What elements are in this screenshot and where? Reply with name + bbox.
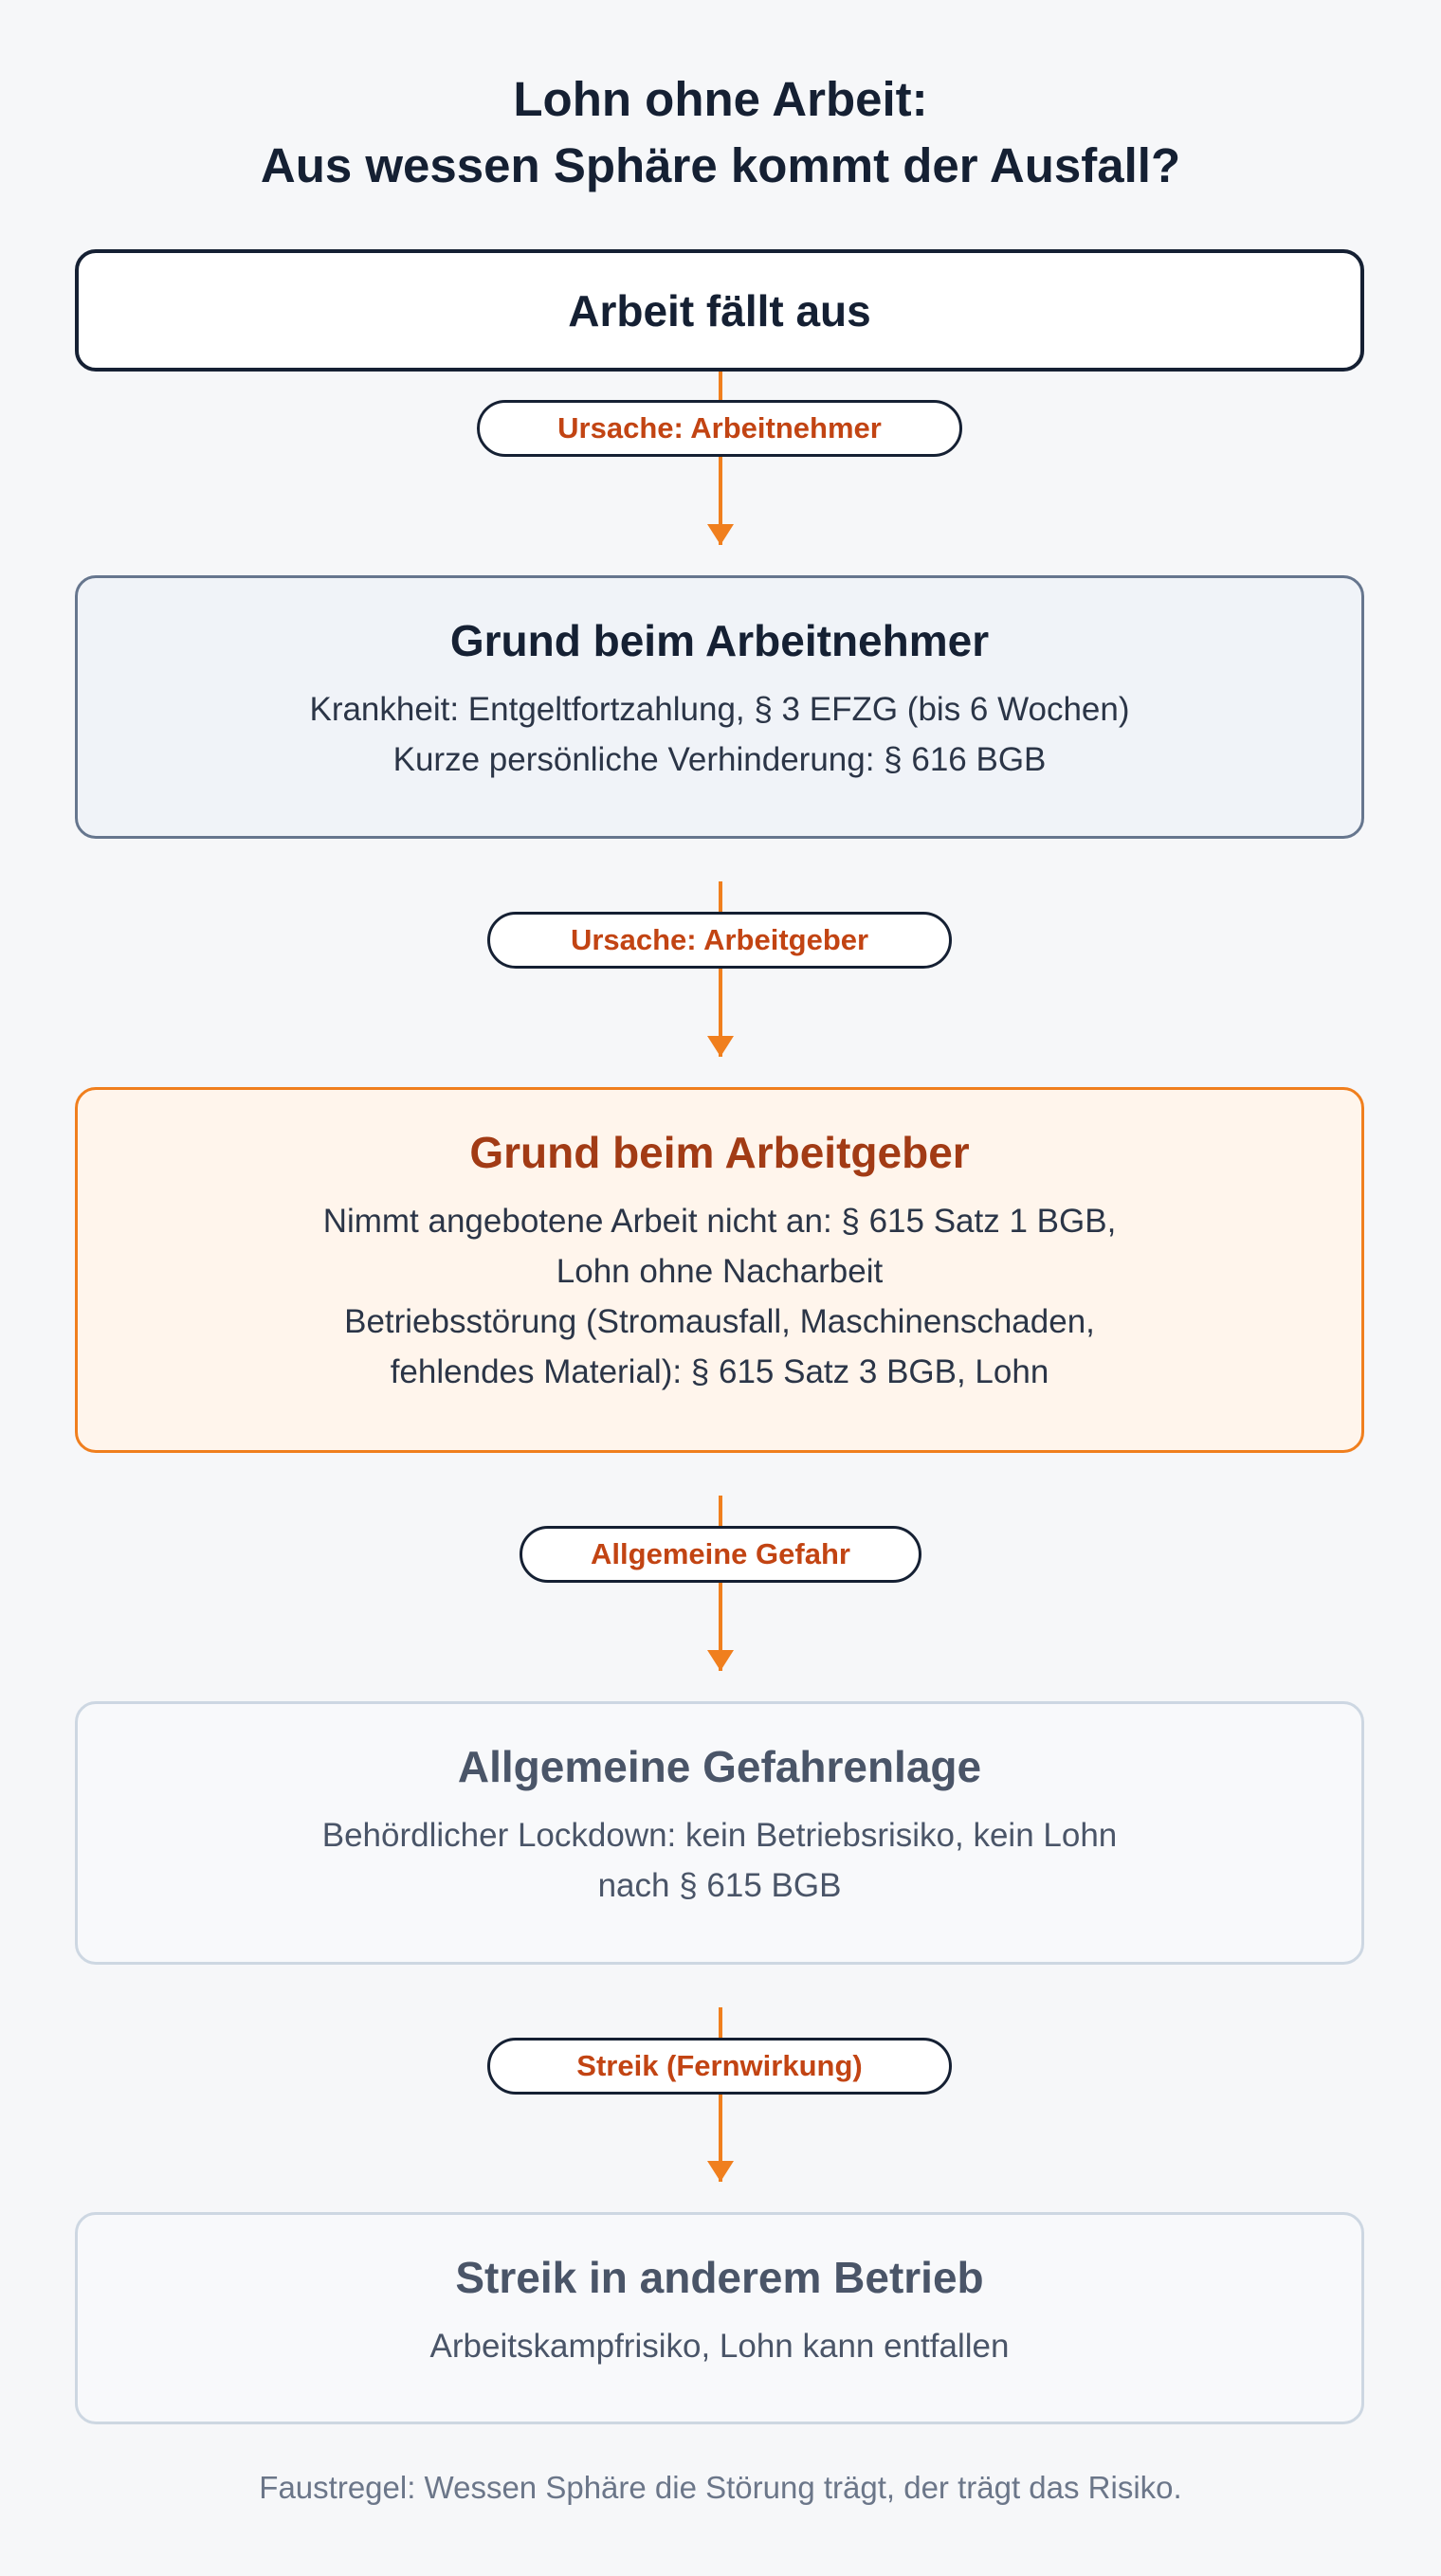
connector-line (719, 2007, 722, 2182)
box-heading: Streik in anderem Betrieb (455, 2253, 984, 2302)
connector-label-pill: Ursache: Arbeitnehmer (477, 400, 962, 457)
box-grund-arbeitnehmer (75, 575, 1364, 839)
box-text-line: Betriebsstörung (Stromausfall, Maschinenschaden, (344, 1303, 1095, 1340)
box-text-line: Nimmt angebotene Arbeit nicht an: § 615 Satz 1 BGB, (322, 1203, 1117, 1240)
arrow-down-icon (707, 1650, 734, 1671)
connector-label-pill: Allgemeine Gefahr (520, 1526, 921, 1583)
title-line-1: Lohn ohne Arbeit: (513, 72, 928, 126)
box-text-line: nach § 615 BGB (597, 1867, 842, 1904)
connector-label-pill: Ursache: Arbeitgeber (487, 912, 952, 969)
box-allgemeine-gefahrenlage (75, 1701, 1364, 1965)
connector-line (719, 372, 722, 545)
box-text-line: Behördlicher Lockdown: kein Betriebsrisiko, kein Lohn (321, 1817, 1118, 1854)
title-line-2: Aus wessen Sphäre kommt der Ausfall? (260, 138, 1181, 192)
box-text-line: Arbeitskampfrisiko, Lohn kann entfallen (429, 2328, 1010, 2365)
connector-line (719, 881, 722, 1057)
arrow-down-icon (707, 2161, 734, 2182)
box-heading: Grund beim Arbeitgeber (469, 1128, 970, 1177)
box-text-line: Krankheit: Entgeltfortzahlung, § 3 EFZG (bis 6 Wochen) (309, 691, 1130, 728)
start-box (75, 249, 1364, 372)
box-grund-arbeitgeber (75, 1087, 1364, 1453)
box-text-line: Lohn ohne Nacharbeit (556, 1253, 884, 1290)
box-heading: Grund beim Arbeitnehmer (449, 616, 990, 665)
box-text-line: fehlendes Material): § 615 Satz 3 BGB, Lohn (390, 1353, 1049, 1390)
box-text-line: Kurze persönliche Verhinderung: § 616 BGB (392, 741, 1047, 778)
box-streik-anderer-betrieb (75, 2212, 1364, 2424)
arrow-down-icon (707, 1036, 734, 1057)
connector-label-pill: Streik (Fernwirkung) (487, 2038, 952, 2095)
start-box-heading: Arbeit fällt aus (568, 285, 871, 336)
arrow-down-icon (707, 524, 734, 545)
diagram-title (0, 66, 1441, 199)
box-heading: Allgemeine Gefahrenlage (457, 1742, 982, 1791)
footer-rule-of-thumb: Faustregel: Wessen Sphäre die Störung trägt, der trägt das Risiko. (259, 2470, 1182, 2505)
connector-line (719, 1496, 722, 1671)
